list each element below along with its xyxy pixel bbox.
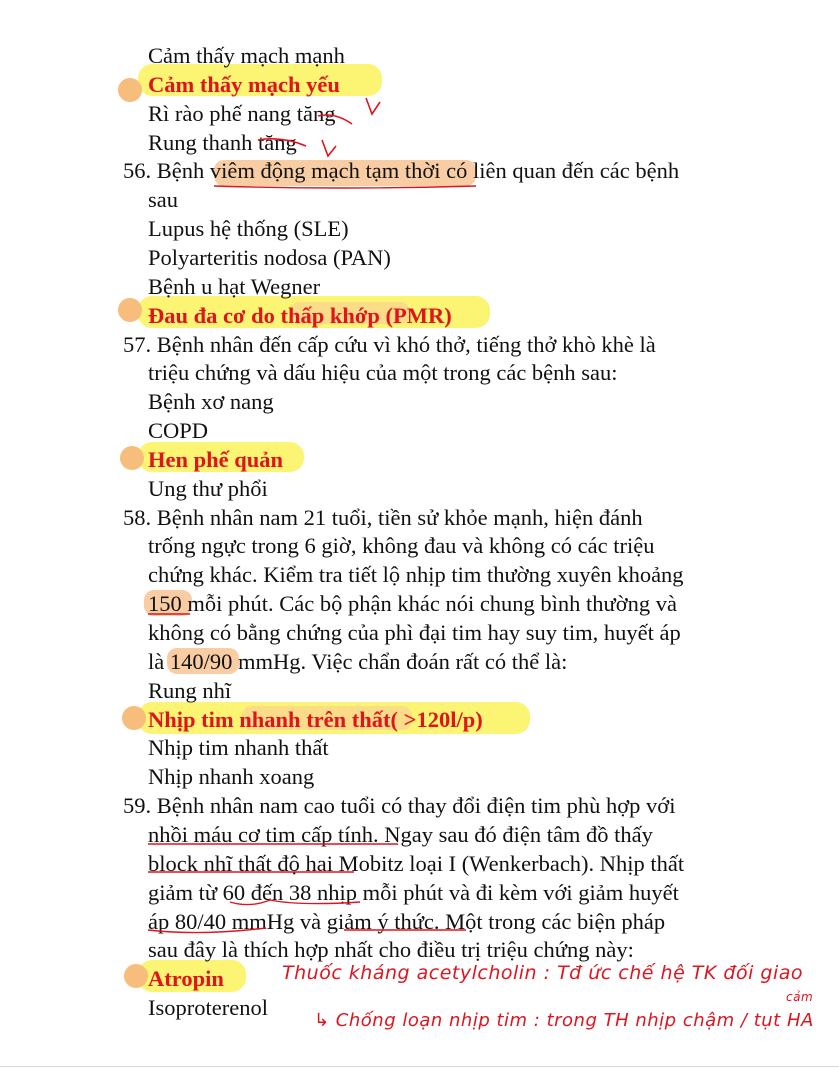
text-line: Bệnh u hạt Wegner [148, 273, 321, 299]
text-line: không có bằng chứng của phì đại tim hay suy tim, huyết áp [148, 620, 681, 645]
text-line: chứng khác. Kiểm tra tiết lộ nhịp tim thường xuyên khoảng [148, 562, 684, 588]
highlighted-term: viêm động mạch tạm thời [209, 158, 441, 184]
text-line: block nhĩ thất độ hai Mobitz loại I (Wenkerbach). Nhịp thất [148, 850, 685, 876]
text-line: 150 mỗi phút. Các bộ phận khác nói chung bình thường và [148, 591, 678, 617]
text-line: sau [148, 187, 178, 213]
text-segment: 56. Bệnh [123, 158, 210, 184]
text-line: áp 80/40 mmHg và giảm ý thức. Một trong các biện pháp [148, 908, 666, 934]
text-line: Polyarteritis nodosa (PAN) [148, 244, 391, 270]
underline-56 [214, 186, 476, 188]
text-line: sau đây là thích hợp nhất cho điều trị triệu chứng này: [148, 937, 634, 963]
text-line: Nhịp nhanh xoang [148, 764, 315, 790]
text-line: Nhịp tim nhanh thất [148, 735, 329, 761]
underline-59-4 [148, 928, 266, 933]
text-line: Rung nhĩ [148, 677, 232, 703]
down-arrow-icon-2 [322, 140, 336, 156]
question-line: 57. Bệnh nhân đến cấp cứu vì khó thở, tiếng thở khò khè là [123, 331, 656, 357]
answer-line: Nhịp tim nhanh trên thất( >120l/p) [148, 706, 483, 732]
question-line: 59. Bệnh nhân nam cao tuổi có thay đổi điện tim phù hợp với [123, 793, 676, 819]
underline-59-3 [230, 900, 360, 905]
text-line: giảm từ 60 đến 38 nhịp mỗi phút và đi kèm với giảm huyết [148, 879, 679, 905]
text-line: Rì rào phế nang tăng [148, 100, 336, 126]
text-line: triệu chứng và dấu hiệu của một trong các bệnh sau: [148, 360, 618, 386]
handwriting-superscript: cảm [786, 990, 814, 1004]
text-line: Isoproterenol [148, 995, 268, 1021]
text-line: Lupus hệ thống (SLE) [148, 216, 349, 242]
handwriting-line-1: Thuốc kháng acetylcholin : Tđ ức chế hệ TK đối giao [282, 962, 804, 984]
answer-line: Hen phế quản [148, 446, 284, 472]
question-line: 58. Bệnh nhân nam 21 tuổi, tiền sử khỏe mạnh, hiện đánh [123, 504, 643, 530]
strike-mark-1 [318, 115, 352, 124]
text-line: trống ngực trong 6 giờ, không đau và không có các triệu [148, 533, 655, 559]
text-segment: có liên quan đến các bệnh [440, 158, 680, 184]
answer-line: Cảm thấy mạch yếu [148, 71, 340, 97]
text-line: Ung thư phổi [148, 475, 268, 501]
answer-line: Đau đa cơ do thấp khớp (PMR) [148, 302, 452, 328]
text-line: nhồi máu cơ tim cấp tính. Ngay sau đó điện tâm đồ thấy [148, 821, 653, 847]
text-line: COPD [148, 418, 209, 444]
text-line: Bệnh xơ nang [148, 389, 274, 415]
text-line: Cảm thấy mạch mạnh [148, 43, 345, 68]
answer-line: Atropin [148, 966, 224, 992]
page-edge [0, 1066, 839, 1067]
handwriting-line-2: ↳ Chống loạn nhịp tim : trong TH nhịp chậm / tụt HA [314, 1010, 814, 1031]
text-line: Rung thanh tăng [148, 129, 297, 155]
text-line: là 140/90 mmHg. Việc chẩn đoán rất có thể là: [148, 648, 568, 674]
strike-mark-2 [258, 139, 306, 146]
down-arrow-icon [366, 98, 380, 114]
